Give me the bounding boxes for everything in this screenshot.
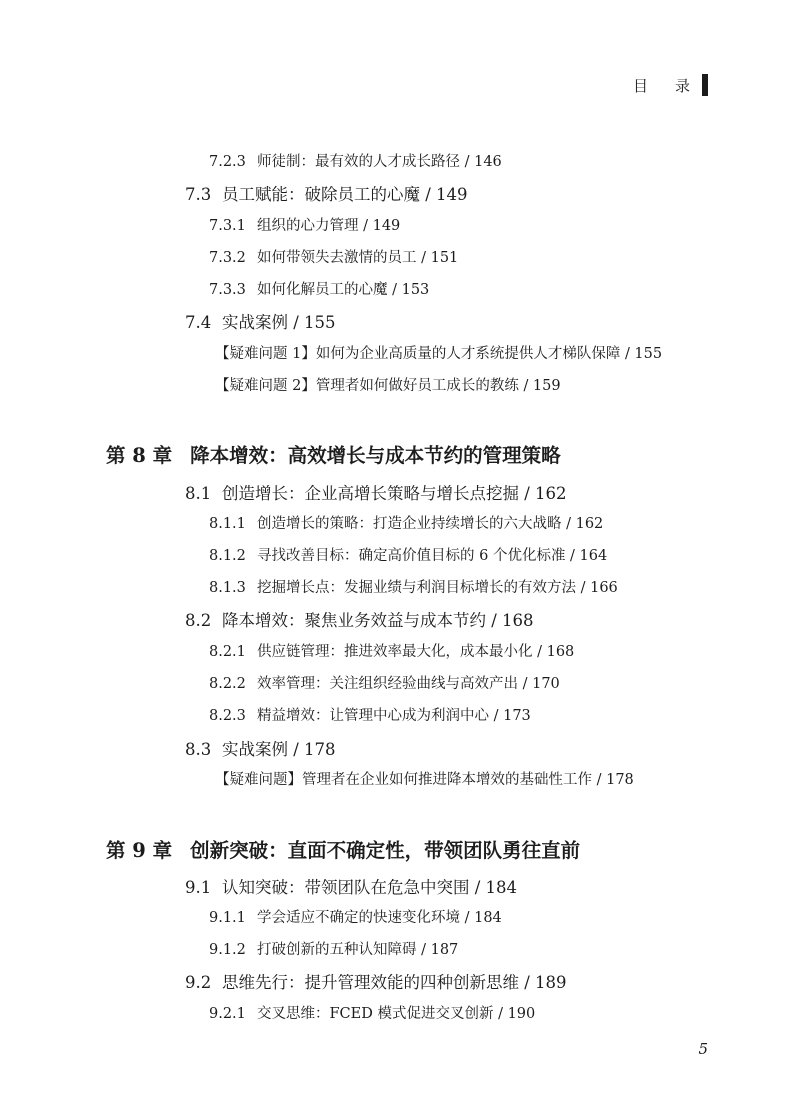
toc-title: 降本增效：聚焦业务效益与成本节约 / 168	[222, 611, 534, 630]
toc-title: 【疑难问题】管理者在企业如何推进降本增效的基础性工作 / 178	[215, 772, 634, 788]
toc-entry[interactable]	[215, 342, 662, 363]
running-header	[633, 74, 708, 96]
toc-title: 挖掘增长点：发掘业绩与利润目标增长的有效方法 / 166	[257, 580, 618, 596]
toc-title: 如何化解员工的心魔 / 153	[257, 282, 430, 298]
toc-entry[interactable]	[185, 736, 336, 760]
toc-title: 如何带领失去激情的员工 / 151	[257, 250, 459, 266]
toc-chapter[interactable]	[106, 440, 561, 468]
toc-entry[interactable]	[209, 672, 560, 693]
toc-number: 9.2.1	[209, 1006, 246, 1022]
toc-title: 寻找改善目标：确定高价值目标的 6 个优化标准 / 164	[257, 548, 608, 564]
toc-title: 交叉思维：FCED 模式促进交叉创新 / 190	[257, 1006, 536, 1022]
toc-title: 实战案例 / 178	[222, 740, 336, 759]
toc-title: 认知突破：带领团队在危急中突围 / 184	[222, 878, 518, 897]
toc-number: 7.3	[185, 185, 212, 204]
toc-number: 7.4	[185, 313, 212, 332]
toc-number: 9.1	[185, 878, 212, 897]
toc-entry[interactable]	[209, 214, 400, 235]
toc-title: 精益增效：让管理中心成为利润中心 / 173	[257, 708, 531, 724]
header-title: 目 录	[632, 76, 696, 95]
toc-entry[interactable]	[215, 768, 634, 789]
toc-title: 打破创新的五种认知障碍 / 187	[257, 942, 459, 958]
toc-number: 8.1.1	[209, 516, 246, 532]
toc-entry[interactable]	[209, 278, 429, 299]
toc-entry[interactable]	[209, 544, 607, 565]
toc-title: 思维先行：提升管理效能的四种创新思维 / 189	[222, 973, 567, 992]
toc-number: 8.2	[185, 611, 212, 630]
toc-number: 8.1	[185, 484, 212, 503]
toc-number: 8.2.2	[209, 676, 246, 692]
header-bar	[702, 74, 708, 96]
toc-number: 8.2.1	[209, 644, 246, 660]
chapter-number: 第 9 章	[106, 839, 173, 862]
toc-entry[interactable]	[185, 480, 567, 504]
toc-entry[interactable]	[185, 874, 517, 898]
toc-number: 8.2.3	[209, 708, 246, 724]
toc-entry[interactable]	[209, 640, 574, 661]
toc-entry[interactable]	[209, 576, 618, 597]
toc-title: 组织的心力管理 / 149	[257, 218, 401, 234]
toc-entry[interactable]	[185, 309, 336, 333]
toc-entry[interactable]	[209, 938, 458, 959]
toc-entry[interactable]	[209, 906, 502, 927]
toc-title: 【疑难问题 2】管理者如何做好员工成长的教练 / 159	[215, 378, 561, 394]
toc-number: 9.1.1	[209, 910, 246, 926]
toc-title: 创造增长的策略：打造企业持续增长的六大战略 / 162	[257, 516, 604, 532]
toc-entry[interactable]	[209, 1002, 535, 1023]
toc-title: 师徒制：最有效的人才成长路径 / 146	[257, 154, 502, 170]
toc-entry[interactable]	[215, 374, 561, 395]
toc-entry[interactable]	[209, 704, 531, 725]
toc-number: 7.3.3	[209, 282, 246, 298]
toc-title: 【疑难问题 1】如何为企业高质量的人才系统提供人才梯队保障 / 155	[215, 346, 663, 362]
toc-title: 员工赋能：破除员工的心魔 / 149	[222, 185, 468, 204]
toc-entry[interactable]	[209, 150, 502, 171]
chapter-title: 降本增效：高效增长与成本节约的管理策略	[190, 444, 561, 467]
toc-entry[interactable]	[185, 181, 468, 205]
toc-number: 8.3	[185, 740, 212, 759]
toc-entry[interactable]	[185, 969, 567, 993]
toc-title: 供应链管理：推进效率最大化，成本最小化 / 168	[257, 644, 575, 660]
toc-number: 9.2	[185, 973, 212, 992]
toc-number: 9.1.2	[209, 942, 246, 958]
toc-title: 学会适应不确定的快速变化环境 / 184	[257, 910, 502, 926]
page-number: 5	[698, 1040, 708, 1058]
toc-title: 效率管理：关注组织经验曲线与高效产出 / 170	[257, 676, 560, 692]
toc-number: 8.1.3	[209, 580, 246, 596]
toc-entry[interactable]	[185, 607, 534, 631]
toc-number: 7.2.3	[209, 154, 246, 170]
toc-entry[interactable]	[209, 246, 458, 267]
toc-chapter[interactable]	[106, 835, 580, 863]
chapter-title: 创新突破：直面不确定性，带领团队勇往直前	[190, 839, 581, 862]
toc-number: 7.3.1	[209, 218, 246, 234]
toc-number: 8.1.2	[209, 548, 246, 564]
toc-entry[interactable]	[209, 512, 603, 533]
chapter-number: 第 8 章	[106, 444, 173, 467]
toc-number: 7.3.2	[209, 250, 246, 266]
toc-title: 实战案例 / 155	[222, 313, 336, 332]
toc-title: 创造增长：企业高增长策略与增长点挖掘 / 162	[222, 484, 567, 503]
